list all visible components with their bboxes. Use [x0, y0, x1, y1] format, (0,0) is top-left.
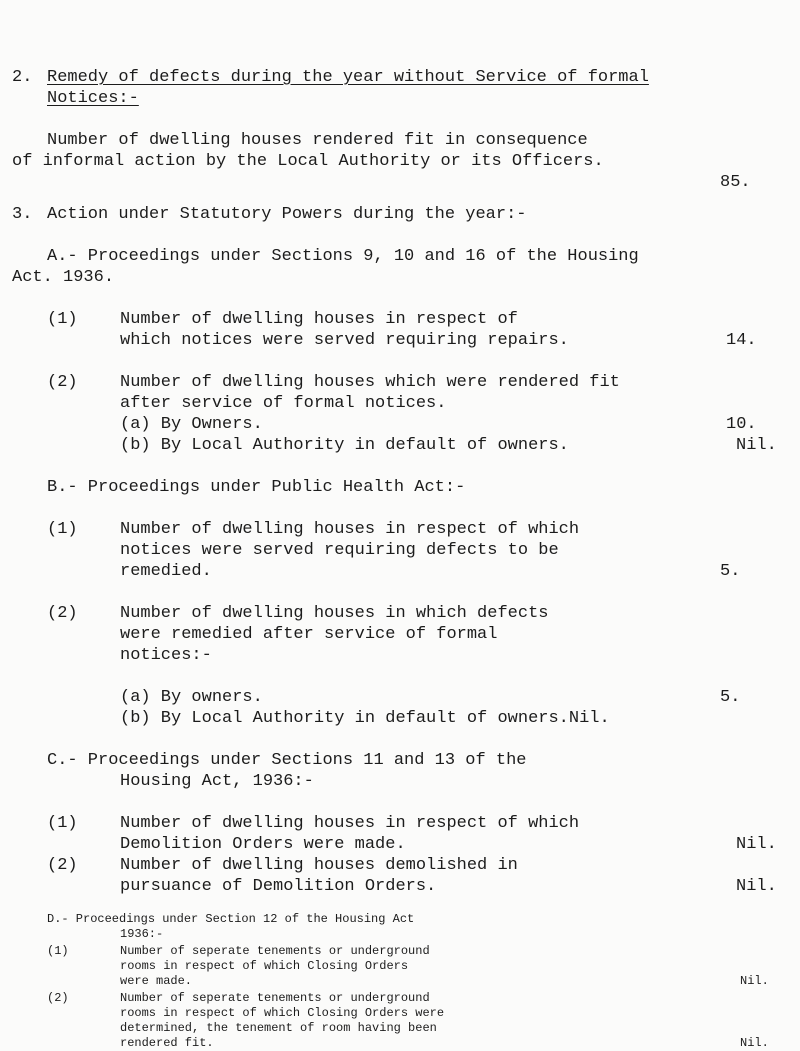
- item-value: Nil.: [736, 835, 777, 854]
- item-text: Number of dwelling houses demolished in: [120, 856, 518, 875]
- subitem-value: 5.: [720, 688, 741, 707]
- subsection-d-heading: D.- Proceedings under Section 12 of the Housing Act: [47, 912, 415, 926]
- subsection-b-heading: B.- Proceedings under Public Health Act:-: [47, 478, 466, 497]
- section-2-heading: Remedy of defects during the year without Service of formal: [47, 68, 649, 87]
- item-text: rooms in respect of which Closing Orders were: [120, 1006, 445, 1020]
- item-text: Number of dwelling houses which were rendered fit: [120, 373, 620, 392]
- item-text: notices:-: [120, 646, 212, 665]
- item-text: Number of seperate tenements or underground: [120, 991, 430, 1005]
- subitem-text: (a) By owners.: [120, 688, 263, 707]
- subsection-a-heading-cont: Act. 1936.: [12, 268, 115, 287]
- item-text: which notices were served requiring repairs.: [120, 331, 569, 350]
- item-text: were made.: [120, 974, 193, 988]
- item-text: notices were served requiring defects to be: [120, 541, 559, 560]
- subitem-value: Nil.: [736, 436, 777, 455]
- section-2-value: 85.: [720, 173, 751, 192]
- item-number: (1): [47, 520, 78, 539]
- item-text: were remedied after service of formal: [120, 625, 498, 644]
- item-number: (1): [47, 814, 78, 833]
- section-3-heading: Action under Statutory Powers during the year:-: [47, 205, 527, 224]
- subsection-c-heading: C.- Proceedings under Sections 11 and 13 of the: [47, 751, 527, 770]
- item-text: Number of seperate tenements or underground: [120, 944, 430, 958]
- item-number: (2): [47, 991, 69, 1005]
- item-text: after service of formal notices.: [120, 394, 447, 413]
- section-3-number: 3.: [12, 205, 33, 224]
- item-text: rooms in respect of which Closing Orders: [120, 959, 409, 973]
- subitem-text: (b) By Local Authority in default of owners.: [120, 436, 569, 455]
- item-number: (2): [47, 373, 78, 392]
- subsection-c-heading-cont: Housing Act, 1936:-: [120, 772, 314, 791]
- item-number: (2): [47, 856, 78, 875]
- item-value: Nil.: [740, 974, 769, 988]
- item-value: 14.: [726, 331, 757, 350]
- item-number: (1): [47, 310, 78, 329]
- subsection-d-heading-cont: 1936:-: [120, 927, 164, 941]
- item-number: (1): [47, 944, 69, 958]
- section-2-paragraph-cont: of informal action by the Local Authority or its Officers.: [12, 152, 604, 171]
- section-2-heading-cont: Notices:-: [47, 89, 139, 108]
- item-text: determined, the tenement of room having been: [120, 1021, 437, 1035]
- subitem-text: (a) By Owners.: [120, 415, 263, 434]
- item-text: Number of dwelling houses in respect of: [120, 310, 518, 329]
- item-text: rendered fit.: [120, 1036, 214, 1050]
- section-2-paragraph: Number of dwelling houses rendered fit in consequence: [47, 131, 588, 150]
- item-value: Nil.: [740, 1036, 769, 1050]
- item-text: Demolition Orders were made.: [120, 835, 406, 854]
- item-text: Number of dwelling houses in respect of which: [120, 814, 580, 833]
- subitem-value: 10.: [726, 415, 757, 434]
- item-value: 5.: [720, 562, 741, 581]
- item-text: Number of dwelling houses in respect of which: [120, 520, 580, 539]
- item-number: (2): [47, 604, 78, 623]
- item-value: Nil.: [736, 877, 777, 896]
- item-text: pursuance of Demolition Orders.: [120, 877, 437, 896]
- subitem-text: (b) By Local Authority in default of owners.Nil.: [120, 709, 610, 728]
- item-text: remedied.: [120, 562, 212, 581]
- subsection-a-heading: A.- Proceedings under Sections 9, 10 and 16 of the Housing: [47, 247, 639, 266]
- section-2-number: 2.: [12, 68, 33, 87]
- item-text: Number of dwelling houses in which defects: [120, 604, 549, 623]
